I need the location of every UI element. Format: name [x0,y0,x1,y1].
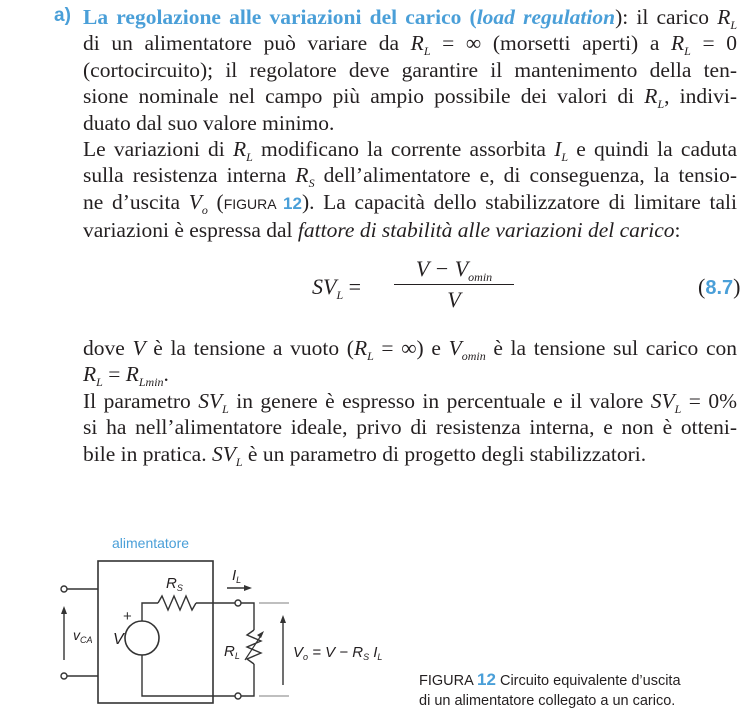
wire-source-bottom [142,655,196,696]
il-label: $I_L$ [232,567,242,585]
il-arrow-head [244,585,252,591]
resistor-rs-icon [158,596,196,610]
caption-figure-number: 12 [477,670,496,689]
section-label: a) [54,5,71,26]
rl-label: $R_L$ [224,643,240,661]
section-heading: La regolazione alle variazioni del carico (load regulation [83,5,616,29]
figure-caption: FIGURA 12 Circuito equivalente d’uscita di un alimentatore collegato a un carico. [419,670,681,709]
rl-variable-arrow-head [257,631,264,638]
fraction: $V - V_{omin}$ V [394,256,514,313]
vca-label: $v_{CA}$ [73,627,93,645]
plus-sign: + [123,608,132,625]
wire-load-bottom [241,664,254,696]
figure-reference[interactable]: FIGURA 12 [223,193,302,213]
wire-source-top [142,603,158,621]
vo-arrow-head [280,615,286,623]
paragraph-explanation: dove V è la tensione a vuoto ($R_L$ = ∞) e $V_{omin}$ è la tensione sul carico con $R_L = R_{Lmin}$. Il parametro $SV_L$ in genere è espresso in percentuale e il valore $SV_L = 0\%$ si ha nell’alimentatore ideale, privo di resistenza interna, e non è otteni- bile in pratica. $SV_L$ è un parametro di progetto degli stabilizzatori. [83,336,738,469]
vo-equation-label: $V_o = V - R_S$ $I_L$ [293,644,383,662]
voltage-source-icon [125,621,159,655]
rs-label: $R_S$ [166,575,183,593]
input-terminal-bottom [61,673,67,679]
textbook-page: a) La regolazione alle variazioni del carico (load regulation): il carico $R_L$ di un alimentatore può variare da $R_L$ = ∞ (morsetti aperti) a $R_L = 0$ (cortocircuito); il regolatore deve garantire il mantenimento della ten- sione nominale nel campo più ampio possibile dei valori di $R_L$, indivi- duato dal suo valore minimo. Le variazioni di $R_L$ modificano la corrente assorbita $I_L$ e quindi la caduta sulla resistenza interna $R_S$ dell’alimentatore e, di conseguenza, la tensio- ne d’uscita $V_o$ (FIGURA 12). La capacità dello stabilizzatore di limitare tali variazioni è espressa dal fattore di stabilità alle variazioni del carico: $SV_L$ = $V - V_{omin}$ V (8.7) dove V è la tensione a vuoto ($R_L$ = ∞) e $V_{omin}$ è la tensione sul carico con $R_L = R_{Lmin}$. Il parametro $SV_L$ in genere è espresso in percentuale e il valore $SV_L = 0\%$ si ha nell’alimentatore ideale, privo di resistenza interna, e non è otteni- bile in pratica. $SV_L$ è un parametro di progetto degli stabilizzatori. alimentatore $v_{CA}$ V + $R_S$ $I_L$ $R_L$ $V_o = V - R_S$ $I_L$ FIGURA 12 Circuito equivalente d’uscita di un alimentatore collegato a un carico. [0,0,748,724]
input-terminal-top [61,586,67,592]
fraction-bar [394,284,514,285]
output-terminal-bottom [235,693,241,699]
source-label: V [113,631,124,648]
equation-number: (8.7) [698,274,741,299]
wire-load-top [241,603,254,630]
figure-title: alimentatore [112,535,190,551]
output-terminal-top [235,600,241,606]
vca-arrow-head [61,606,67,614]
circuit-diagram [40,530,383,724]
defined-term: fattore di stabilità alle variazioni del carico [297,218,675,243]
heading-term: load regulation [476,5,616,29]
paragraph-load-regulation: La regolazione alle variazioni del carico (load regulation): il carico $R_L$ di un alimentatore può variare da $R_L$ = ∞ (morsetti aperti) a $R_L = 0$ (cortocircuito); il regolatore deve garantire il mantenimento della ten- sione nominale nel campo più ampio possibile dei valori di $R_L$, indivi- duato dal suo valore minimo. Le variazioni di $R_L$ modificano la corrente assorbita $I_L$ e quindi la caduta sulla resistenza interna $R_S$ dell’alimentatore e, di conseguenza, la tensio- ne d’uscita $V_o$ (FIGURA 12). La capacità dello stabilizzatore di limitare tali variazioni è espressa dal fattore di stabilità alle variazioni del carico: [83,5,738,243]
